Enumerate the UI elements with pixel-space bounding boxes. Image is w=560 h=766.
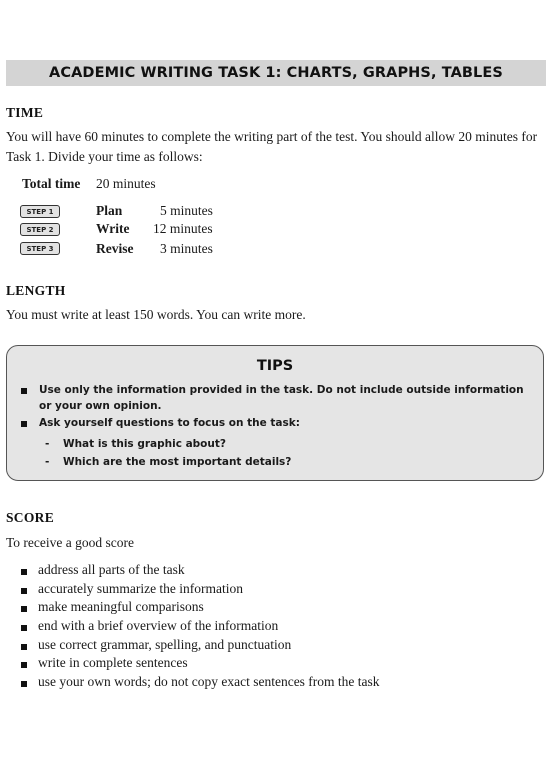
dash-icon: - <box>45 456 50 468</box>
step-1-time: 5 minutes <box>160 203 213 218</box>
square-bullet-icon <box>21 625 27 631</box>
tip-1-line-1: Use only the information provided in the task. Do not include outside information <box>39 384 524 396</box>
page-banner <box>6 60 546 86</box>
square-bullet-icon <box>21 606 27 612</box>
square-bullet-icon <box>21 388 27 394</box>
square-bullet-icon <box>21 421 27 427</box>
score-intro: To receive a good score <box>6 535 134 550</box>
square-bullet-icon <box>21 681 27 687</box>
tip-question-1: What is this graphic about? <box>63 438 226 450</box>
tips-box <box>6 345 544 481</box>
score-item-4: end with a brief overview of the information <box>38 618 279 633</box>
step-1-badge: STEP 1 <box>20 205 60 218</box>
tip-2-line-1: Ask yourself questions to focus on the task: <box>39 417 300 429</box>
length-paragraph: You must write at least 150 words. You can write more. <box>6 307 306 322</box>
tip-1-line-2: or your own opinion. <box>39 400 162 412</box>
tip-question-2: Which are the most important details? <box>63 456 292 468</box>
length-heading: LENGTH <box>6 283 66 298</box>
step-1-name: Plan <box>96 203 123 218</box>
score-item-2: accurately summarize the information <box>38 581 244 596</box>
dash-icon: - <box>45 438 50 450</box>
step-3-time: 3 minutes <box>160 241 213 256</box>
step-3-name: Revise <box>96 241 134 256</box>
time-paragraph: You will have 60 minutes to complete the writing part of the test. You should allow 20 minutes for Task 1. Divide your time as follows: <box>6 129 538 164</box>
time-heading: TIME <box>6 105 44 120</box>
step-3-badge: STEP 3 <box>20 242 60 255</box>
score-item-1: address all parts of the task <box>38 562 185 577</box>
step-2-time: 12 minutes <box>153 221 213 236</box>
score-item-3: make meaningful comparisons <box>38 599 204 614</box>
square-bullet-icon <box>21 569 27 575</box>
square-bullet-icon <box>21 644 27 650</box>
score-heading: SCORE <box>6 510 55 525</box>
total-time-value: 20 minutes <box>96 176 156 191</box>
page-title: ACADEMIC WRITING TASK 1: CHARTS, GRAPHS, TABLES <box>49 65 503 81</box>
tips-title: TIPS <box>256 358 294 374</box>
step-2-badge: STEP 2 <box>20 223 60 236</box>
score-item-5: use correct grammar, spelling, and punctuation <box>38 637 292 652</box>
square-bullet-icon <box>21 662 27 668</box>
score-item-7: use your own words; do not copy exact sentences from the task <box>38 674 380 689</box>
square-bullet-icon <box>21 588 27 594</box>
step-2-name: Write <box>96 221 130 236</box>
total-time-label: Total time <box>22 176 81 191</box>
score-item-6: write in complete sentences <box>38 655 188 670</box>
